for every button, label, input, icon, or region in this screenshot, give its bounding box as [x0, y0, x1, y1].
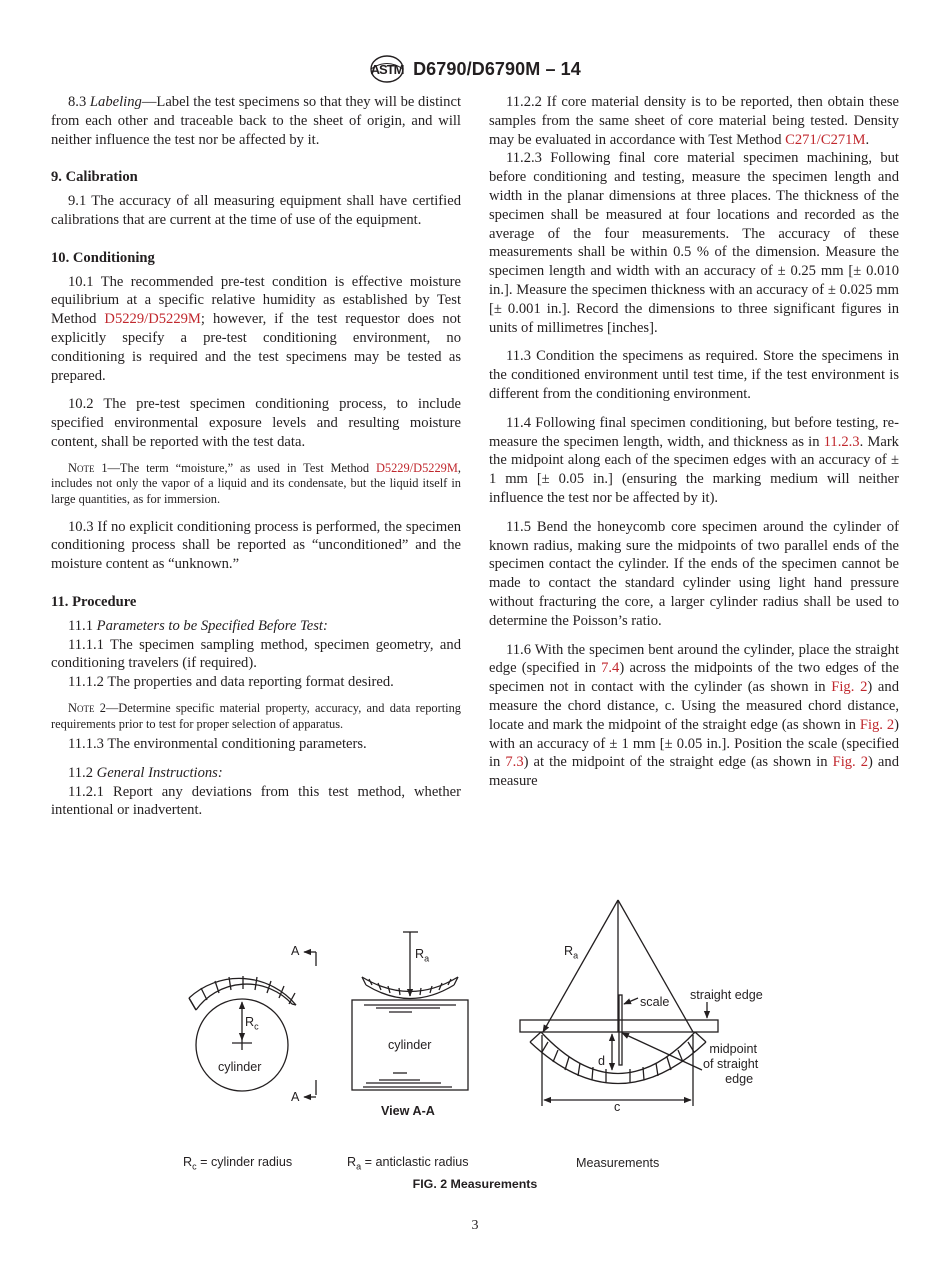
section-11-1-1: 11.1.1 The specimen sampling method, specimen geometry, and conditioning travelers (if required).	[51, 636, 461, 672]
section-10-1: 10.1 The recommended pre-test condition is effective moisture equilibrium at a specific relative humidity as established by Test Method D5229/D5229M; however, if the test requestor does not explicitly specify a pre-test conditioning environment, no conditioning is required and the test specimens may be tested as prepared.	[51, 273, 461, 384]
link-fig-2[interactable]: Fig. 2	[831, 679, 868, 696]
section-9-1: 9.1 The accuracy of all measuring equipment shall have certified calibrations that are current at the time of use of the equipment.	[51, 193, 461, 228]
link-c271[interactable]: C271/C271M	[785, 131, 866, 148]
section-a-bottom-label: A	[291, 1090, 300, 1104]
view-a-a	[352, 932, 468, 1090]
ra-label-mid: $R_a$	[415, 947, 430, 964]
document-designation: D6790/D6790M – 14	[413, 58, 581, 79]
cylinder-label-left: cylinder	[218, 1060, 262, 1074]
section-10-3: 10.3 If no explicit conditioning process is performed, the specimen conditioning process shall be reported as “unconditioned” and the moisture content as “unknown.”	[51, 518, 461, 573]
heading-conditioning: 10. Conditioning	[51, 249, 155, 266]
ra-label-right: $R_a$	[564, 944, 579, 961]
section-11-1-2: 11.1.2 The properties and data reporting format desired.	[68, 674, 394, 691]
d-label: d	[598, 1054, 606, 1068]
page-header	[0, 52, 950, 86]
note-2: Note 2—Determine specific material property, accuracy, and data reporting requirements prior to test for proper selection of apparatus.	[51, 700, 461, 731]
right-column	[489, 93, 899, 791]
legend-measurements: Measurements	[576, 1156, 660, 1170]
figure-caption: FIG. 2 Measurements	[412, 1177, 538, 1191]
link-d5229-note[interactable]: D5229/D5229M	[375, 460, 458, 475]
heading-procedure: 11. Procedure	[51, 593, 137, 610]
view-a-a-label: View A-A	[381, 1104, 435, 1118]
section-a-top-label: A	[291, 944, 300, 958]
section-11-3: 11.3 Condition the specimens as required. Store the specimens in the conditioned environment until test time, if the test environment is different from the conditioning environment.	[489, 348, 899, 402]
note-1: Note 1—The term “moisture,” as used in Test Method D5229/D5229M, includes not only the vapor of a liquid and its condensate, but the liquid itself in large quantities, as for immersion.	[51, 460, 461, 506]
straight-edge-label: straight edge	[690, 988, 763, 1002]
link-7-4[interactable]: 7.4	[601, 660, 620, 677]
section-11-2-3: 11.2.3 Following final core material specimen machining, but before conditioning and testing, measure the specimen length and width in the planar dimensions at three places. The thickness of the specimen shall be measured at four locations and recorded as the average of the four measurements. The accuracy of these measurements shall be within 0.5 % of the dimension. Measure the specimen length and width with an accuracy of ± 0.25 mm [± 0.010 in.]. Measure the specimen thickness with an accuracy of ± 0.025 mm [± 0.001 in.]. Record the dimensions to three significant figures in units of millimetres [inches].	[489, 150, 899, 336]
astm-logo-icon	[369, 54, 405, 84]
section-11-6: 11.6 With the specimen bent around the cylinder, place the straight edge (specified in 7.4) across the midpoints of the two edges of the specimen not in contact with the cylinder (as shown in Fig. 2) and measure the chord distance, c. Using the measured chord distance, locate and mark the midpoint of the straight edge (as shown in Fig. 2) with an accuracy of ± 1 mm [± 0.05 in.]. Position the scale (specified in 7.3) at the midpoint of the straight edge (as shown in Fig. 2) and measure	[489, 641, 900, 790]
link-fig-2[interactable]: Fig. 2	[832, 754, 869, 771]
section-10-2: 10.2 The pre-test specimen conditioning process, to include specified environmental exposure levels and resulting moisture content, shall be reported with the test data.	[51, 396, 461, 450]
figure-2-diagram	[0, 880, 950, 1210]
link-7-3[interactable]: 7.3	[505, 754, 524, 771]
scale-label: scale	[640, 995, 670, 1009]
measurements-diagram	[520, 900, 718, 1106]
section-11-2-2: 11.2.2 If core material density is to be reported, then obtain these samples from the same sheet of core material being tested. Density may be evaluated in accordance with Test Method C271/C271M.	[489, 94, 899, 148]
midpoint-label: midpoint of straight edge	[703, 1042, 759, 1086]
link-11-2-3[interactable]: 11.2.3	[823, 433, 860, 450]
rc-label: $R_c$	[245, 1015, 259, 1032]
section-11-2: 11.2 General Instructions:	[68, 764, 223, 781]
section-11-4: 11.4 Following final specimen conditioning, but before testing, re-measure the specimen length, width, and thickness as in 11.2.3. Mark the midpoint along each of the specimen edges with an accuracy of ± 1 mm [± 0.05 in.] (ensuring the marking medium will neither influence the test nor be affected by it).	[489, 414, 899, 506]
link-d5229[interactable]: D5229/D5229M	[104, 311, 201, 328]
left-column	[51, 93, 461, 820]
figure-2	[0, 880, 950, 1210]
heading-calibration: 9. Calibration	[51, 169, 138, 186]
svg-text:ASTM: ASTM	[370, 62, 404, 77]
labeling-term: Labeling	[89, 94, 142, 110]
cylinder-label-mid: cylinder	[388, 1038, 432, 1052]
legend-ra: $R_a$ = anticlastic radius	[347, 1155, 469, 1172]
page-number: 3	[471, 1218, 479, 1233]
section-11-5: 11.5 Bend the honeycomb core specimen around the cylinder of known radius, making sure the midpoints of two parallel ends of the specimen contact the cylinder. If the ends of the specimen cannot be made to contact the standard cylinder using light hand pressure without fracturing the core, a larger cylinder radius shall be used to determine the Poisson’s ratio.	[489, 518, 899, 629]
section-8-3: 8.3 Labeling—Label the test specimens so that they will be distinct from each other and traceable back to the sheet of origin, and will neither influence the test nor be affected by it.	[51, 94, 462, 148]
link-fig-2[interactable]: Fig. 2	[859, 716, 895, 733]
c-label: c	[614, 1100, 621, 1114]
section-11-1: 11.1 Parameters to be Specified Before Test:	[68, 617, 328, 634]
section-11-2-1: 11.2.1 Report any deviations from this test method, whether intentional or inadvertent.	[51, 783, 461, 819]
legend-rc: $R_c$ = cylinder radius	[183, 1155, 293, 1172]
section-11-1-3: 11.1.3 The environmental conditioning parameters.	[68, 736, 367, 753]
